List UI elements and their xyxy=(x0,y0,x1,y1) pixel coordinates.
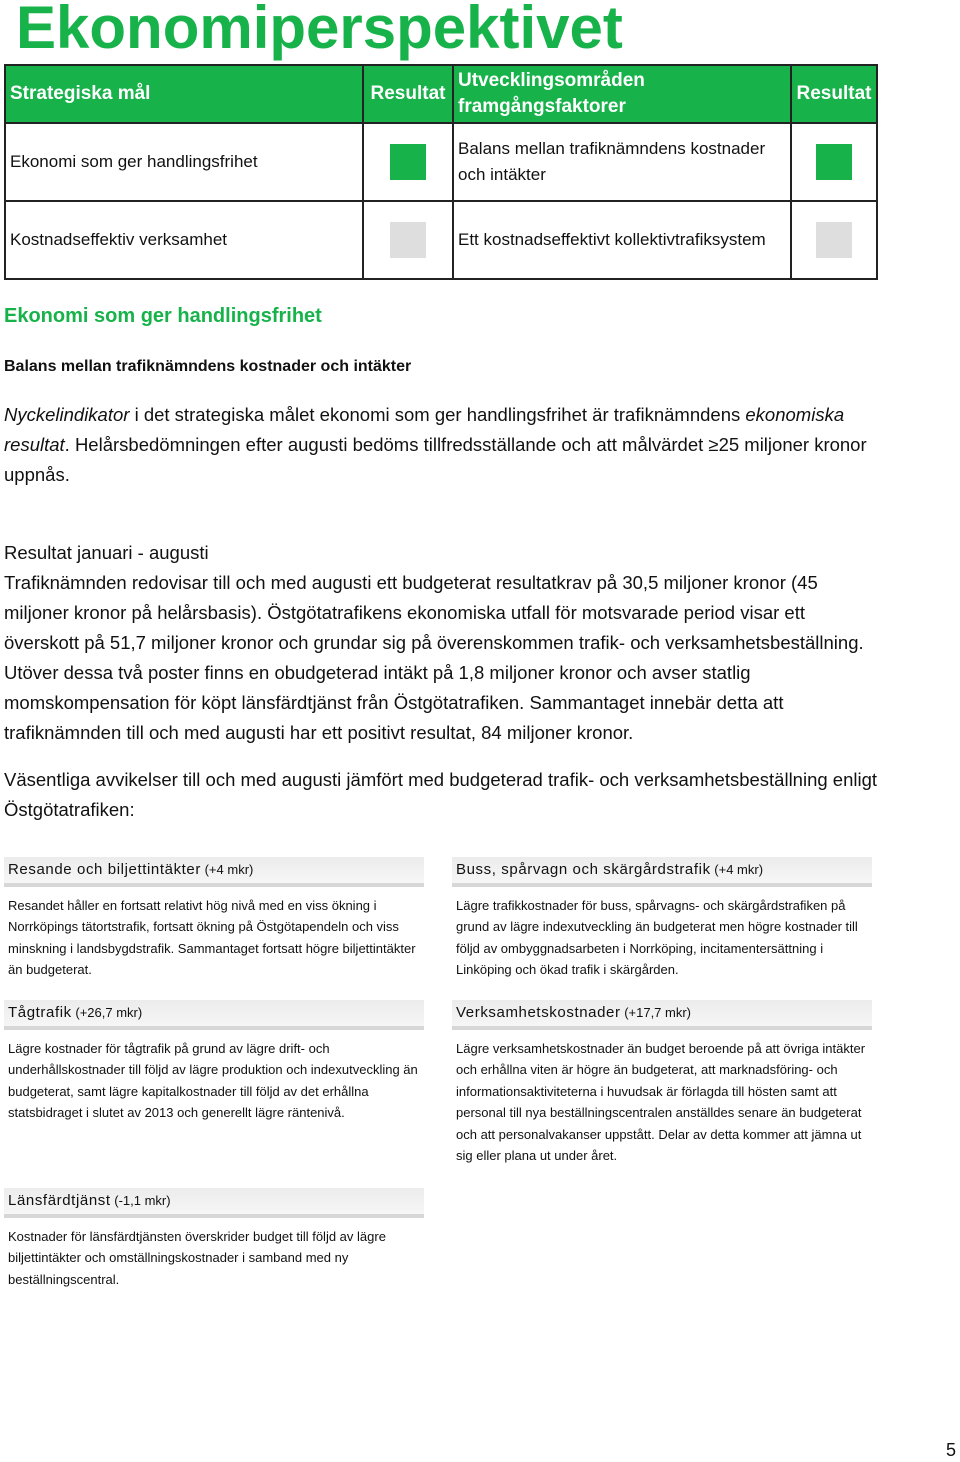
box-amount: (-1,1 mkr) xyxy=(110,1193,171,1208)
header-result-2: Resultat xyxy=(791,65,877,123)
table-row xyxy=(5,123,877,201)
box-header xyxy=(4,1188,424,1218)
indicator-paragraph xyxy=(4,400,884,490)
page-title: Ekonomiperspektivet xyxy=(16,0,623,61)
box-header xyxy=(4,857,424,887)
goal-status-cell xyxy=(363,123,453,201)
box-body: Lägre trafikkostnader för buss, spårvagns- och skärgårdstrafiken på grund av lägre indexutveckling än budgeterat men högre kostnader till följd av ombyggnadsarbeten i Norrköping, incitamentersättning i Linköping och ökad trafik i skärgården. xyxy=(456,898,858,978)
header-strategic-goals: Strategiska mål xyxy=(5,65,363,123)
result-paragraph xyxy=(4,538,884,748)
box-amount: (+17,7 mkr) xyxy=(620,1005,692,1020)
box-title: Buss, spårvagn och skärgårdstrafik xyxy=(456,861,711,878)
factor-cell: Ett kostnadseffektivt kollektivtrafiksystem xyxy=(453,201,791,279)
header-development-areas: Utvecklingsområden framgångsfaktorer xyxy=(453,65,791,123)
deviation-box xyxy=(4,1000,424,1124)
status-square-green xyxy=(816,144,852,180)
box-body: Lägre verksamhetskostnader än budget beroende på att övriga intäkter och erhållna viten är högre än budgeterat, att marknadsföring- och informationsaktiviteterna i huvudsak är förlagda till hösten samt att personal till nya beställningscentralen anställdes senare än budgeterat och att personalvakanser uppstått. Delar av detta kommer att jämna ut sig eller plana ut under året. xyxy=(456,1041,866,1164)
box-body: Kostnader för länsfärdtjänsten överskrider budget till följd av lägre biljettintäkter och omställningskostnader i samband med ny beställningscentral. xyxy=(8,1229,386,1287)
section-subtitle: Balans mellan trafiknämndens kostnader och intäkter xyxy=(4,358,412,375)
italic-term: ekonomiska resultat xyxy=(4,404,845,455)
goal-cell: Kostnadseffektiv verksamhet xyxy=(5,201,363,279)
status-square-grey xyxy=(816,222,852,258)
factor-status-cell xyxy=(791,201,877,279)
box-header xyxy=(452,1000,872,1030)
result-body: Trafiknämnden redovisar till och med augusti ett budgeterat resultatkrav på 30,5 miljoner kronor (45 miljoner kronor på helårsbasis). Östgötatrafikens ekonomiska utfall för motsvarade period visar ett överskott på 51,7 miljoner kronor och grundar sig på överenskommen trafik- och verksamhetsbeställning. Utöver dessa två poster finns en obudgeterad intäkt på 1,8 miljoner kronor och avser statlig momskompensation för köpt länsfärdtjänst från Östgötatrafiken. Sammantaget innebär detta att trafiknämnden till och med augusti har ett positivt resultat, 84 miljoner kronor. xyxy=(4,572,864,743)
table-row xyxy=(5,201,877,279)
status-square-grey xyxy=(390,222,426,258)
deviation-box xyxy=(4,857,424,981)
deviation-box xyxy=(452,1000,872,1166)
box-amount: (+26,7 mkr) xyxy=(71,1005,143,1020)
status-square-green xyxy=(390,144,426,180)
header-result: Resultat xyxy=(363,65,453,123)
box-amount: (+4 mkr) xyxy=(710,862,764,877)
deviation-box xyxy=(4,1188,424,1290)
goal-status-cell xyxy=(363,201,453,279)
page-number: 5 xyxy=(945,1440,956,1460)
deviations-intro: Väsentliga avvikelser till och med augusti jämfört med budgeterad trafik- och verksamhetsbeställning enligt Östgötatrafiken: xyxy=(4,769,878,820)
goal-cell: Ekonomi som ger handlingsfrihet xyxy=(5,123,363,201)
table-header-row xyxy=(5,65,877,123)
box-header xyxy=(4,1000,424,1030)
text-span: i det strategiska målet ekonomi som ger handlingsfrihet är trafiknämndens xyxy=(129,404,746,425)
factor-cell: Balans mellan trafiknämndens kostnader och intäkter xyxy=(453,123,791,201)
box-header xyxy=(452,857,872,887)
box-amount: (+4 mkr) xyxy=(200,862,254,877)
text-span: . Helårsbedömningen efter augusti bedöms tillfredsställande och att målvärdet ≥25 miljoner kronor uppnås. xyxy=(4,434,867,485)
box-title: Länsfärdtjänst xyxy=(8,1192,111,1209)
box-title: Resande och biljettintäkter xyxy=(8,861,201,878)
goals-table xyxy=(4,64,878,280)
box-title: Tågtrafik xyxy=(8,1004,72,1021)
factor-status-cell xyxy=(791,123,877,201)
italic-term: Nyckelindikator xyxy=(4,404,130,425)
result-heading: Resultat januari - augusti xyxy=(4,542,209,563)
box-body: Resandet håller en fortsatt relativt hög nivå med en viss ökning i Norrköpings tätortstrafik, fortsatt ökning på Östgötapendeln och viss minskning i landsbygdstrafik. Sammantaget fortsatt högre biljettintäkter än budgeterat. xyxy=(8,898,416,978)
deviation-box xyxy=(452,857,872,981)
section-title: Ekonomi som ger handlingsfrihet xyxy=(4,305,322,327)
box-title: Verksamhetskostnader xyxy=(456,1004,621,1021)
box-body: Lägre kostnader för tågtrafik på grund av lägre drift- och underhållskostnader till följd av lägre produktion och indexutveckling än budgeterat, samt lägre kapitalkostnader till följd av det erhållna statsbidraget i slutet av 2013 och generellt lägre räntenivå. xyxy=(8,1041,418,1121)
